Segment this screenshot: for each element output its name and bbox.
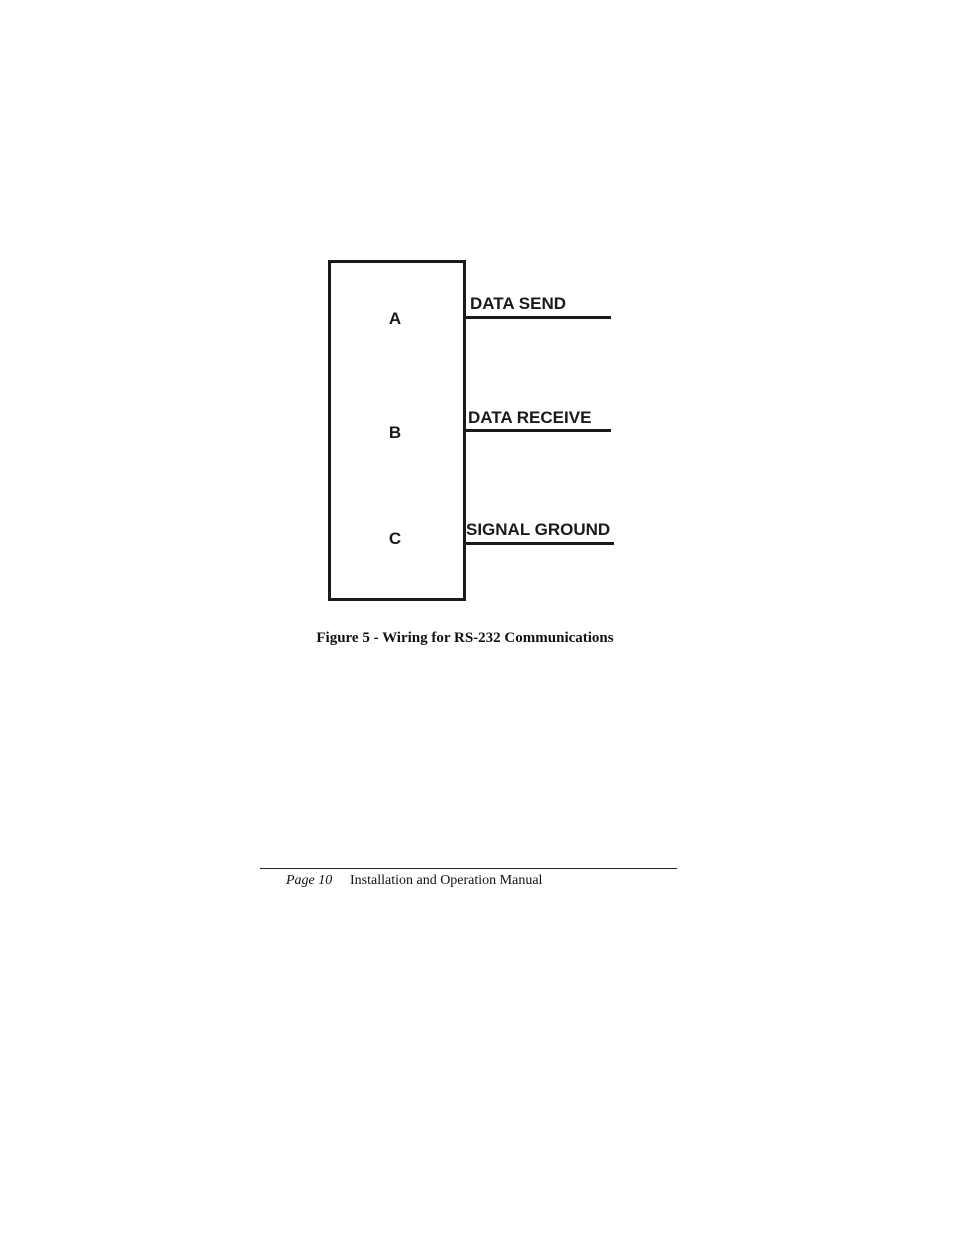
footer-divider (260, 868, 677, 869)
footer-page-number: Page 10 (286, 873, 333, 888)
wire-signal-ground (465, 542, 614, 545)
wire-label-signal-ground: SIGNAL GROUND (466, 520, 611, 539)
wire-label-data-receive: DATA RECEIVE (468, 408, 592, 427)
terminal-label-b: B (388, 423, 402, 442)
terminal-label-c: C (388, 529, 402, 548)
wire-label-data-send: DATA SEND (470, 294, 567, 313)
terminal-label-a: A (388, 309, 402, 328)
footer-manual-title: Installation and Operation Manual (350, 873, 543, 888)
figure-caption: Figure 5 - Wiring for RS-232 Communications (316, 630, 614, 646)
wire-data-send (463, 316, 611, 319)
wire-data-receive (463, 429, 611, 432)
